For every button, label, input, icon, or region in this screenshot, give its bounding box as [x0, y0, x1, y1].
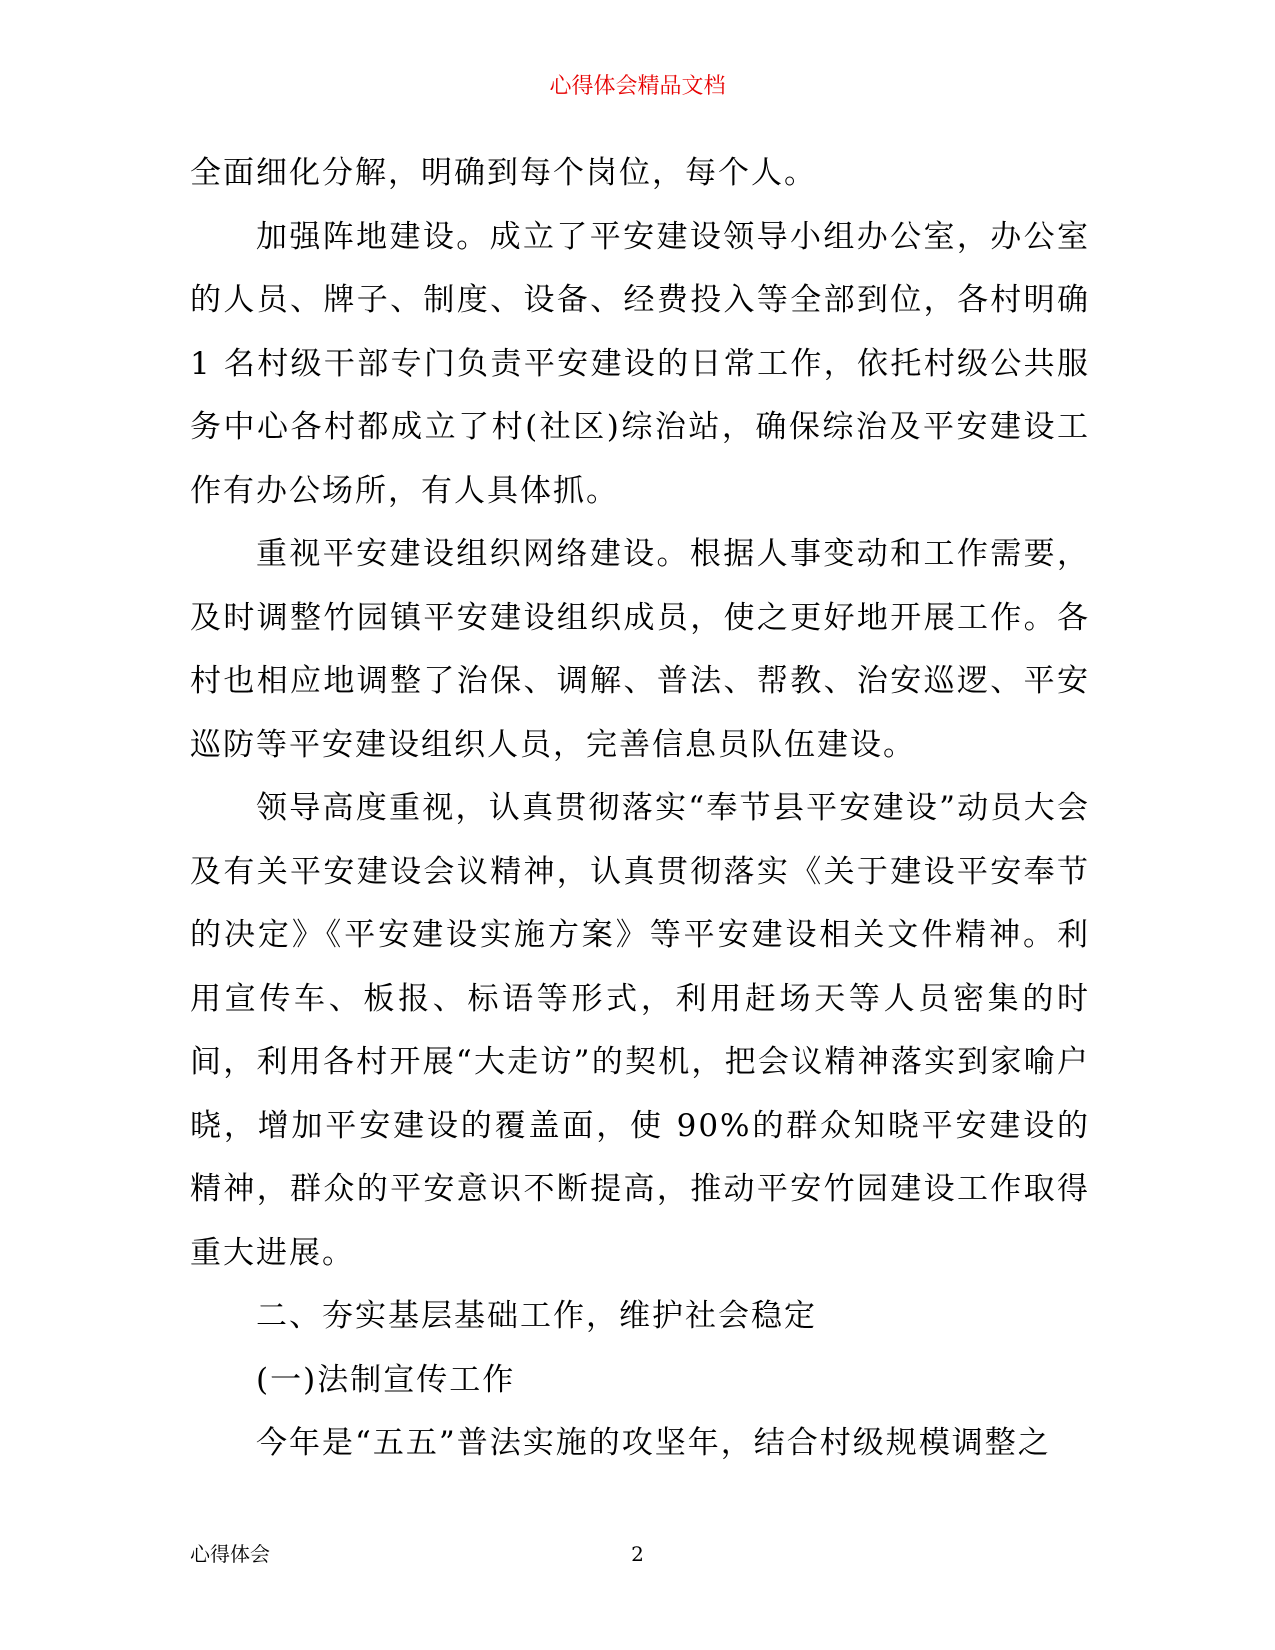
document-body	[190, 142, 1090, 1476]
paragraph-2: 加强阵地建设。成立了平安建设领导小组办公室，办公室的人员、牌子、制度、设备、经费投入等全部到位，各村明确 1 名村级干部专门负责平安建设的日常工作，依托村级公共服务中心各村都成立了村(社区)综治站，确保综治及平安建设工作有办公场所，有人具体抓。	[190, 218, 1090, 509]
footer-label: 心得体会	[190, 1542, 270, 1566]
document-header-title: 心得体会精品文档	[549, 74, 726, 99]
paragraph-1: 全面细化分解，明确到每个岗位，每个人。	[190, 155, 817, 191]
paragraph-3: 重视平安建设组织网络建设。根据人事变动和工作需要，及时调整竹园镇平安建设组织成员，使之更好地开展工作。各村也相应地调整了治保、调解、普法、帮教、治安巡逻、平安巡防等平安建设组织人员，完善信息员队伍建设。	[190, 536, 1090, 763]
paragraph-4: 领导高度重视，认真贯彻落实“奉节县平安建设”动员大会及有关平安建设会议精神，认真贯彻落实《关于建设平安奉节的决定》《平安建设实施方案》等平安建设相关文件精神。利用宣传车、板报、标语等形式，利用赶场天等人员密集的时间，利用各村开展“大走访”的契机，把会议精神落实到家喻户晓，增加平安建设的覆盖面，使 90%的群众知晓平安建设的精神，群众的平安意识不断提高，推动平安竹园建设工作取得重大进展。	[190, 790, 1090, 1271]
page-number: 2	[631, 1542, 644, 1566]
subsection-heading: (一)法制宣传工作	[256, 1361, 516, 1398]
section-heading: 二、夯实基层基础工作，维护社会稳定	[256, 1298, 817, 1334]
paragraph-5: 今年是“五五”普法实施的攻坚年，结合村级规模调整之	[256, 1425, 1051, 1461]
